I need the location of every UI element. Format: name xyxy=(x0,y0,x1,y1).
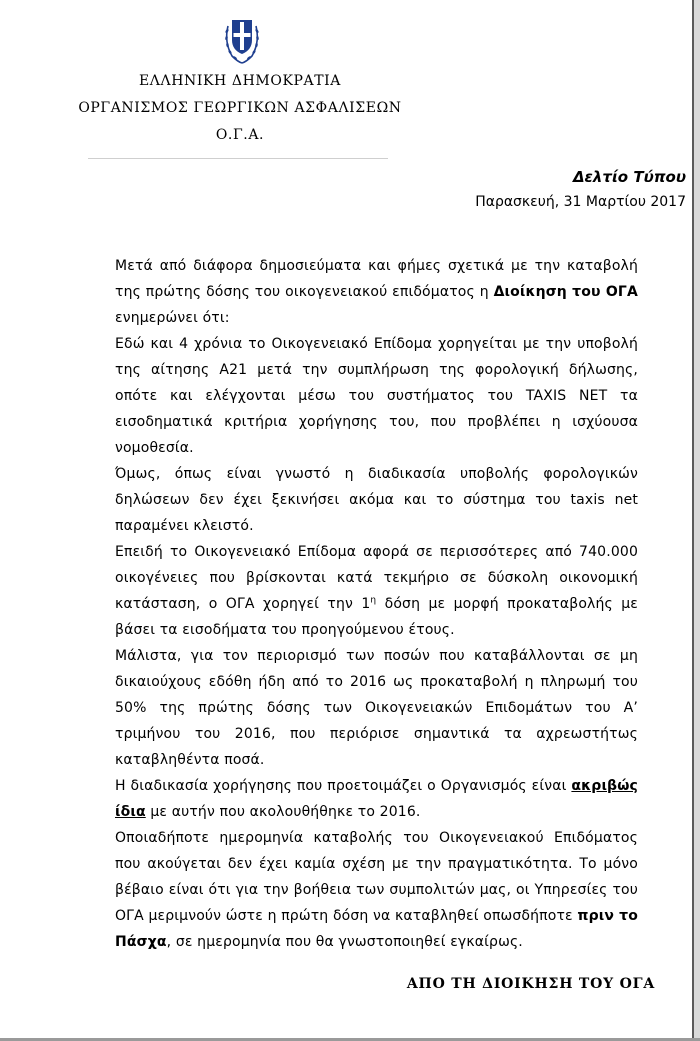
paragraph-taxis: Εδώ και 4 χρόνια το Οικογενειακό Επίδομα χορηγείται με την υποβολή της αίτησης Α21 μετά την συμπλήρωση της φορολογική δήλωσης, οπότε και ελέγχονται μέσω του συστήματος του TAXIS NET τα εισοδηματικά κριτήρια χορήγησης του, που προβλέπει η ισχύουσα νομοθεσία. xyxy=(115,336,638,456)
page-edge-shadow xyxy=(694,0,700,1041)
press-release-date: Παρασκευή, 31 Μαρτίου 2017 xyxy=(475,194,686,210)
header-acronym: Ο.Γ.Α. xyxy=(215,127,265,143)
press-release-body xyxy=(115,253,638,955)
paragraph-2016: Μάλιστα, για τον περιορισμό των ποσών που καταβάλλονται σε μη δικαιούχους εδόθη ήδη από το 2016 ως προκαταβολή η πληρωμή του 50% της πρώτης δόσης των Οικογενειακών Επιδομάτων του Α’ τριμήνου του 2016, που περιόρισε σημαντικά τα αχρεωστήτως καταβληθέντα ποσά. xyxy=(115,648,638,768)
paragraph-procedure: Η διαδικασία χορήγησης που προετοιμάζει ο Οργανισμός είναι ακριβώς ίδια με αυτήν που ακολουθήθηκε το 2016. xyxy=(115,778,638,820)
bold-before-easter: πριν το Πάσχα xyxy=(115,908,638,950)
paragraph-easter: Οποιαδήποτε ημερομηνία καταβολής του Οικογενειακού Επιδόματος που ακούγεται δεν έχει καμία σχέση με την πραγματικότητα. Το μόνο βέβαιο είναι ότι για την βοήθεια των συμπολιτών μας, οι Υπηρεσίες του ΟΓΑ μεριμνούν ώστε η πρώτη δόση να καταβληθεί οπωσδήποτε πριν το Πάσχα, σε ημερομηνία που θα γνωστοποιηθεί εγκαίρως. xyxy=(115,830,638,950)
header-divider xyxy=(88,158,388,159)
greek-coat-of-arms-icon xyxy=(222,14,262,66)
paragraph-closed-system: Όμως, όπως είναι γνωστό η διαδικασία υποβολής φορολογικών δηλώσεων δεν έχει ξεκινήσει ακόμα και το σύστημα του taxis net παραμένει κλειστό. xyxy=(115,466,638,534)
press-release-title: Δελτίο Τύπου xyxy=(572,168,686,186)
header-organization: ΟΡΓΑΝΙΣΜΟΣ ΓΕΩΡΓΙΚΩΝ ΑΣΦΑΛΙΣΕΩΝ xyxy=(78,100,402,116)
bold-administration: Διοίκηση του ΟΓΑ xyxy=(493,284,638,300)
bold-exactly-same: ακριβώς ίδια xyxy=(115,778,638,820)
closing-signature: ΑΠΟ ΤΗ ΔΙΟΙΚΗΣΗ ΤΟΥ ΟΓΑ xyxy=(406,976,655,992)
paragraph-intro: Μετά από διάφορα δημοσιεύματα και φήμες σχετικά με την καταβολή της πρώτης δόσης του οικογενειακού επιδόματος η Διοίκηση του ΟΓΑ ενημερώνει ότι: xyxy=(115,258,638,326)
page-edge xyxy=(692,0,694,1041)
paragraph-advance-payment: Επειδή το Οικογενειακό Επίδομα αφορά σε περισσότερες από 740.000 οικογένειες που βρίσκονται κατά τεκμήριο σε δύσκολη οικονομική κατάσταση, ο ΟΓΑ χορηγεί την $1^\eta$ δόση με μορφή προκαταβολής με βάσει τα εισοδήματα του προηγούμενου έτους. xyxy=(115,544,638,638)
header-country: ΕΛΛΗΝΙΚΗ ΔΗΜΟΚΡΑΤΙΑ xyxy=(138,73,342,89)
